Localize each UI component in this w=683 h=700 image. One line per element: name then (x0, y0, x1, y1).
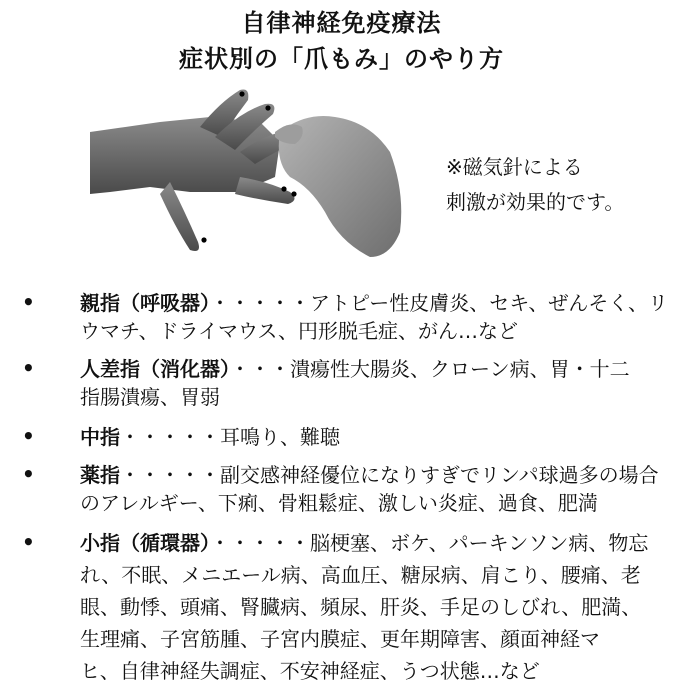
item-lead: 中指 (80, 425, 120, 449)
bullet-icon: • (22, 356, 35, 380)
item-text: ・・・・・副交感神経優位になりすぎでリンパ球過多の場合 (120, 463, 659, 487)
bullet-icon: • (22, 530, 35, 554)
item-line (80, 356, 630, 382)
item-text: ・・・・・アトピー性皮膚炎、セキ、ぜんそく、リ (210, 291, 668, 315)
item-text: ・・・・・脳梗塞、ボケ、パーキンソン病、物忘 (210, 531, 649, 555)
title-line-1: 自律神経免疫療法 (241, 9, 442, 37)
bullet-icon: • (22, 462, 35, 486)
item-lead: 薬指 (80, 463, 120, 487)
item-line: ウマチ、ドライマウス、円形脱毛症、がん…など (80, 319, 518, 343)
item-text: ・・・・・耳鳴り、難聴 (120, 425, 340, 449)
item-line: ヒ、自律神経失調症、不安神経症、うつ状態…など (80, 659, 540, 683)
hand-photo-icon (90, 82, 410, 272)
bullet-icon: • (22, 424, 35, 448)
item-line (80, 462, 659, 488)
item-lead: 親指（呼吸器） (80, 291, 210, 315)
item-line (80, 424, 340, 450)
note-line-1: ※磁気針による (446, 155, 583, 179)
item-lead: 小指（循環器） (80, 531, 210, 555)
note-line-2: 刺激が効果的です。 (446, 190, 625, 214)
item-line: 指腸潰瘍、胃弱 (80, 385, 220, 409)
title-line-2: 症状別の「爪もみ」のやり方 (179, 45, 504, 73)
item-line: れ、不眠、メニエール病、高血圧、糖尿病、肩こり、腰痛、老 (80, 563, 641, 587)
item-text: ・・・潰瘍性大腸炎、クローン病、胃・十二 (230, 357, 630, 381)
item-line (80, 290, 668, 316)
item-line: のアレルギー、下痢、骨粗鬆症、激しい炎症、過食、肥満 (80, 491, 598, 515)
item-line: 眼、動悸、頭痛、腎臓病、頻尿、肝炎、手足のしびれ、肥満、 (80, 595, 642, 619)
item-lead: 人差指（消化器） (80, 357, 230, 381)
item-line: 生理痛、子宮筋腫、子宮内膜症、更年期障害、顔面神経マ (80, 627, 600, 651)
bullet-icon: • (22, 290, 35, 314)
item-line (80, 530, 648, 556)
